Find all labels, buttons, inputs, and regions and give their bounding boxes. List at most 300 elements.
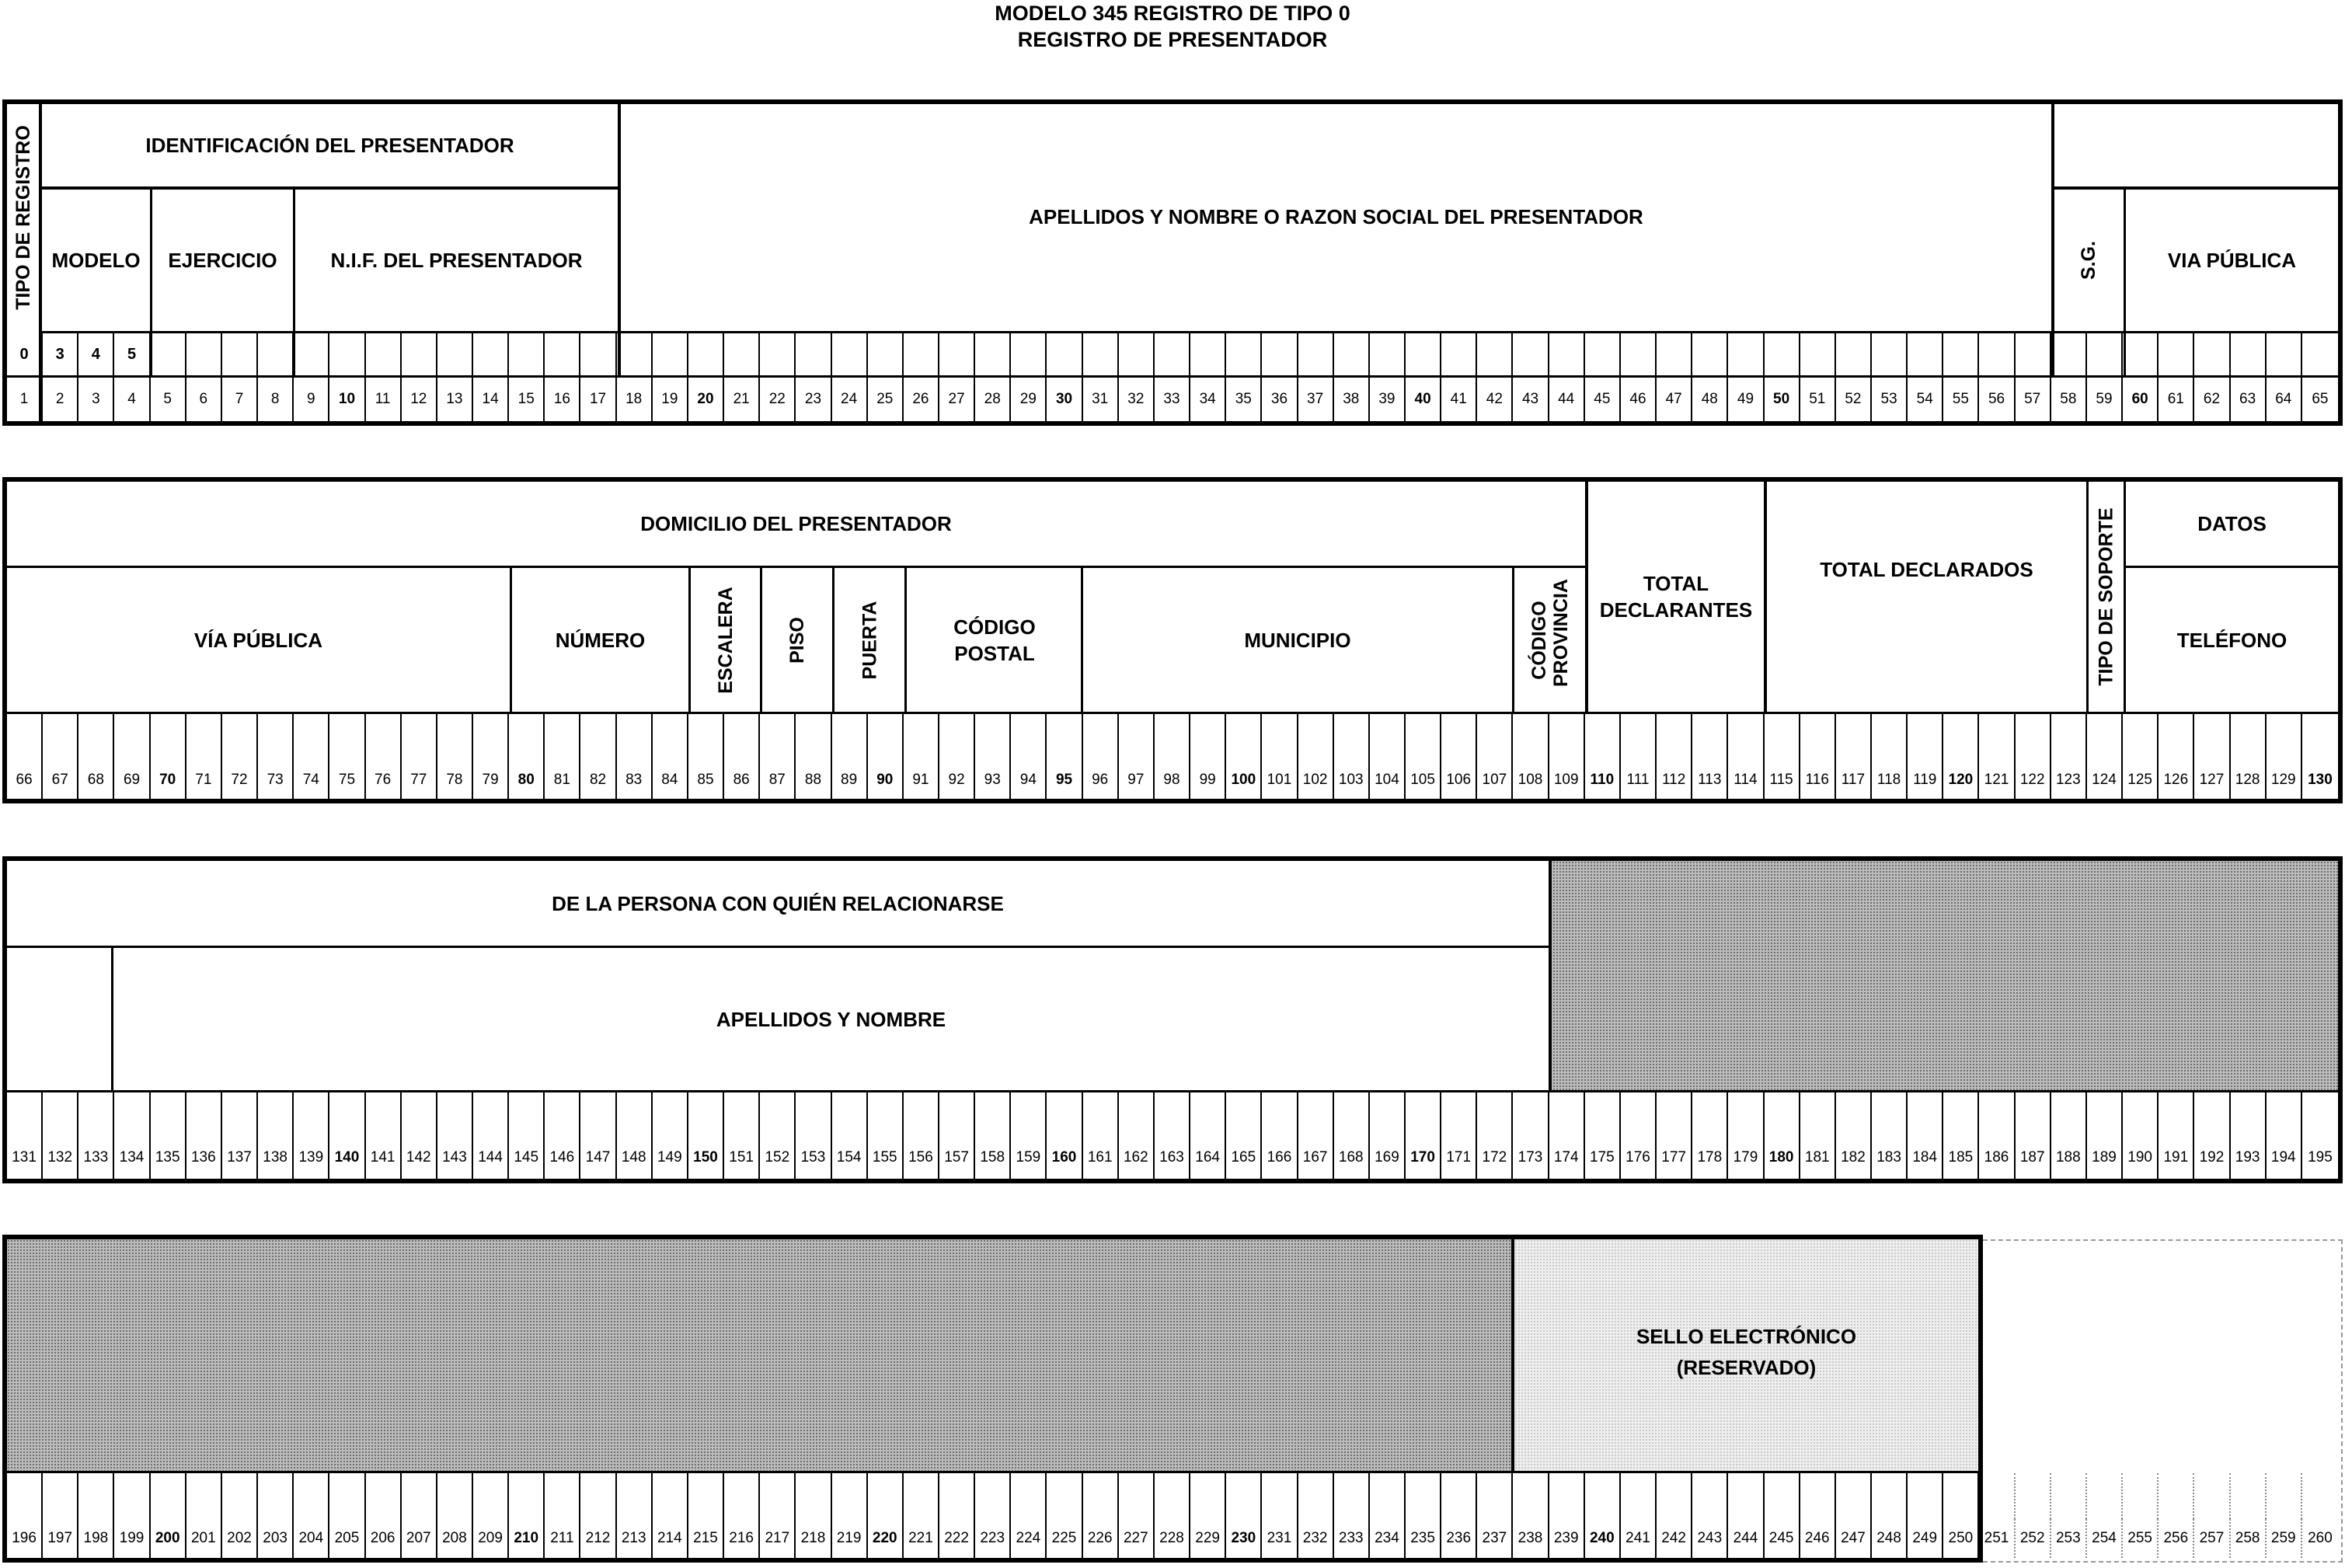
entry-cell-228 bbox=[1155, 1473, 1190, 1519]
position-cell-139: 139 bbox=[294, 1137, 329, 1179]
entry-cell-99 bbox=[1190, 714, 1226, 761]
entry-cell-155 bbox=[868, 1092, 904, 1137]
via-publica-2-label: VÍA PÚBLICA bbox=[193, 628, 323, 652]
position-cell-234: 234 bbox=[1370, 1519, 1406, 1558]
position-cell-117: 117 bbox=[1836, 761, 1872, 799]
position-cell-172: 172 bbox=[1477, 1137, 1513, 1179]
entry-cell-198 bbox=[78, 1473, 114, 1519]
entry-cell-217 bbox=[760, 1473, 796, 1519]
position-cell-216: 216 bbox=[724, 1519, 760, 1558]
entry-cell-251 bbox=[1979, 1473, 2015, 1519]
position-cell-99: 99 bbox=[1190, 761, 1226, 799]
entry-cell-260 bbox=[2302, 1473, 2338, 1519]
position-cell-11: 11 bbox=[366, 378, 402, 421]
position-cell-92: 92 bbox=[939, 761, 975, 799]
entry-cell-243 bbox=[1692, 1473, 1728, 1519]
position-cell-162: 162 bbox=[1119, 1137, 1155, 1179]
position-cell-129: 129 bbox=[2267, 761, 2302, 799]
entry-cell-89 bbox=[832, 714, 868, 761]
entry-cell-20 bbox=[688, 333, 724, 375]
position-cell-147: 147 bbox=[580, 1137, 616, 1179]
entry-cell-123 bbox=[2051, 714, 2087, 761]
position-cell-75: 75 bbox=[329, 761, 365, 799]
position-cell-203: 203 bbox=[258, 1519, 294, 1558]
position-cell-22: 22 bbox=[760, 378, 796, 421]
entry-cell-18 bbox=[617, 333, 653, 375]
position-cell-119: 119 bbox=[1908, 761, 1943, 799]
entry-cell-30 bbox=[1047, 333, 1082, 375]
position-cell-191: 191 bbox=[2159, 1137, 2194, 1179]
position-cell-107: 107 bbox=[1477, 761, 1513, 799]
position-cell-28: 28 bbox=[975, 378, 1011, 421]
entry-cell-81 bbox=[545, 714, 580, 761]
entry-cell-227 bbox=[1119, 1473, 1155, 1519]
position-cell-221: 221 bbox=[904, 1519, 939, 1558]
entry-cell-5 bbox=[151, 333, 186, 375]
entry-cell-27 bbox=[939, 333, 975, 375]
entry-cell-23 bbox=[796, 333, 831, 375]
entry-cell-62 bbox=[2194, 333, 2230, 375]
position-cell-53: 53 bbox=[1872, 378, 1908, 421]
position-cell-19: 19 bbox=[653, 378, 688, 421]
entry-cell-86 bbox=[724, 714, 760, 761]
entry-cell-244 bbox=[1728, 1473, 1764, 1519]
position-cell-39: 39 bbox=[1370, 378, 1406, 421]
position-cell-73: 73 bbox=[258, 761, 294, 799]
entry-cell-177 bbox=[1657, 1092, 1692, 1137]
position-cell-206: 206 bbox=[366, 1519, 402, 1558]
position-cell-102: 102 bbox=[1298, 761, 1334, 799]
position-cell-128: 128 bbox=[2231, 761, 2267, 799]
entry-cell-77 bbox=[402, 714, 437, 761]
position-cell-224: 224 bbox=[1011, 1519, 1047, 1558]
position-cell-177: 177 bbox=[1657, 1137, 1692, 1179]
position-cell-201: 201 bbox=[186, 1519, 222, 1558]
position-cell-260: 260 bbox=[2308, 1530, 2333, 1546]
position-cell-111: 111 bbox=[1621, 761, 1657, 799]
entry-cell-195 bbox=[2302, 1092, 2338, 1137]
position-cell-233: 233 bbox=[1334, 1519, 1370, 1558]
position-cell-83: 83 bbox=[617, 761, 653, 799]
entry-cell-199 bbox=[114, 1473, 150, 1519]
entry-cell-204 bbox=[294, 1473, 329, 1519]
entry-cell-52 bbox=[1836, 333, 1872, 375]
piso-label: PISO bbox=[786, 616, 808, 664]
position-cell-13: 13 bbox=[437, 378, 473, 421]
position-cell-182: 182 bbox=[1836, 1137, 1872, 1179]
entry-cell-148 bbox=[617, 1092, 653, 1137]
entry-cell-147 bbox=[580, 1092, 616, 1137]
entry-cell-59 bbox=[2087, 333, 2123, 375]
entry-cell-74 bbox=[294, 714, 329, 761]
entry-cell-6 bbox=[186, 333, 222, 375]
entry-cell-156 bbox=[904, 1092, 939, 1137]
entry-cell-96 bbox=[1083, 714, 1119, 761]
entry-cell-61 bbox=[2159, 333, 2194, 375]
entry-cell-38 bbox=[1334, 333, 1370, 375]
entry-cell-171 bbox=[1441, 1092, 1477, 1137]
position-cell-189: 189 bbox=[2087, 1137, 2123, 1179]
entry-cell-97 bbox=[1119, 714, 1155, 761]
position-cell-9: 9 bbox=[294, 378, 329, 421]
entry-cell-49 bbox=[1728, 333, 1764, 375]
position-cell-88: 88 bbox=[796, 761, 831, 799]
position-cell-62: 62 bbox=[2194, 378, 2230, 421]
entry-cell-126 bbox=[2159, 714, 2194, 761]
shaded-area-4 bbox=[7, 1239, 1511, 1471]
position-cell-21: 21 bbox=[724, 378, 760, 421]
entry-cell-133 bbox=[78, 1092, 114, 1137]
sg-label: S.G. bbox=[2078, 240, 2100, 280]
position-cell-1: 1 bbox=[7, 378, 43, 421]
entry-cell-11 bbox=[366, 333, 402, 375]
entry-cell-196 bbox=[7, 1473, 43, 1519]
entry-cell-1: 0 bbox=[7, 333, 43, 375]
position-cell-199: 199 bbox=[114, 1519, 150, 1558]
position-cell-164: 164 bbox=[1190, 1137, 1226, 1179]
puerta-label: PUERTA bbox=[859, 601, 880, 679]
entry-cell-184 bbox=[1908, 1092, 1943, 1137]
entry-cell-183 bbox=[1872, 1092, 1908, 1137]
position-cell-106: 106 bbox=[1441, 761, 1477, 799]
entry-cell-102 bbox=[1298, 714, 1334, 761]
entry-cell-118 bbox=[1872, 714, 1908, 761]
position-cell-213: 213 bbox=[617, 1519, 653, 1558]
entry-cell-191 bbox=[2159, 1092, 2194, 1137]
position-cell-89: 89 bbox=[832, 761, 868, 799]
position-cell-115: 115 bbox=[1765, 761, 1800, 799]
entry-cell-100 bbox=[1226, 714, 1262, 761]
entry-cell-235 bbox=[1406, 1473, 1441, 1519]
position-cell-85: 85 bbox=[688, 761, 724, 799]
position-cell-151: 151 bbox=[724, 1137, 760, 1179]
ejercicio-label: EJERCICIO bbox=[168, 249, 277, 272]
entry-cell-26 bbox=[904, 333, 939, 375]
entry-cell-158 bbox=[975, 1092, 1011, 1137]
entry-cell-206 bbox=[366, 1473, 402, 1519]
position-cell-77: 77 bbox=[402, 761, 437, 799]
position-cell-242: 242 bbox=[1657, 1519, 1692, 1558]
entry-cell-88 bbox=[796, 714, 831, 761]
entry-cell-129 bbox=[2267, 714, 2302, 761]
entry-cell-210 bbox=[509, 1473, 545, 1519]
entry-cell-141 bbox=[366, 1092, 402, 1137]
entry-cell-85 bbox=[688, 714, 724, 761]
position-cell-79: 79 bbox=[473, 761, 509, 799]
position-cell-127: 127 bbox=[2194, 761, 2230, 799]
position-cell-254: 254 bbox=[2087, 1519, 2123, 1558]
position-cell-247: 247 bbox=[1836, 1519, 1872, 1558]
identificacion-label: IDENTIFICACIÓN DEL PRESENTADOR bbox=[145, 134, 514, 157]
position-cell-132: 132 bbox=[43, 1137, 78, 1179]
position-cell-205: 205 bbox=[329, 1519, 365, 1558]
entry-cell-139 bbox=[294, 1092, 329, 1137]
entry-cell-25 bbox=[868, 333, 904, 375]
entry-cell-108 bbox=[1513, 714, 1549, 761]
entry-cell-92 bbox=[939, 714, 975, 761]
entry-cell-82 bbox=[580, 714, 616, 761]
position-cell-50: 50 bbox=[1765, 378, 1800, 421]
entry-cell-135 bbox=[151, 1092, 186, 1137]
position-cell-155: 155 bbox=[868, 1137, 904, 1179]
position-cell-226: 226 bbox=[1083, 1519, 1119, 1558]
position-cell-259: 259 bbox=[2267, 1519, 2302, 1558]
entry-cell-173 bbox=[1513, 1092, 1549, 1137]
entry-cell-128 bbox=[2231, 714, 2267, 761]
entry-cell-101 bbox=[1262, 714, 1298, 761]
position-cell-146: 146 bbox=[545, 1137, 580, 1179]
entry-cell-119 bbox=[1908, 714, 1943, 761]
entry-cell-93 bbox=[975, 714, 1011, 761]
persona-relacionarse-label: DE LA PERSONA CON QUIÉN RELACIONARSE bbox=[552, 891, 1004, 915]
position-cell-145: 145 bbox=[509, 1137, 545, 1179]
entry-cell-187 bbox=[2016, 1092, 2051, 1137]
position-cell-32: 32 bbox=[1119, 378, 1155, 421]
entry-cell-43 bbox=[1513, 333, 1549, 375]
entry-cell-220 bbox=[868, 1473, 904, 1519]
position-cell-179: 179 bbox=[1728, 1137, 1764, 1179]
position-cell-100: 100 bbox=[1226, 761, 1262, 799]
entry-cell-57 bbox=[2016, 333, 2051, 375]
position-cell-198: 198 bbox=[78, 1519, 114, 1558]
entry-cell-233 bbox=[1334, 1473, 1370, 1519]
entry-cell-80 bbox=[509, 714, 545, 761]
position-cell-3: 3 bbox=[78, 378, 114, 421]
entry-cell-202 bbox=[222, 1473, 258, 1519]
entry-cell-246 bbox=[1800, 1473, 1836, 1519]
position-cell-229: 229 bbox=[1190, 1519, 1226, 1558]
position-cell-46: 46 bbox=[1621, 378, 1657, 421]
entry-cell-157 bbox=[939, 1092, 975, 1137]
position-cell-170: 170 bbox=[1406, 1137, 1441, 1179]
entry-cell-182 bbox=[1836, 1092, 1872, 1137]
position-cell-152: 152 bbox=[760, 1137, 796, 1179]
sello-electronico-label: SELLO ELECTRÓNICO bbox=[1636, 1325, 1857, 1348]
entry-cell-208 bbox=[437, 1473, 473, 1519]
position-cell-125: 125 bbox=[2123, 761, 2159, 799]
entry-cell-168 bbox=[1334, 1092, 1370, 1137]
entry-cell-216 bbox=[724, 1473, 760, 1519]
entry-cell-12 bbox=[402, 333, 437, 375]
position-cell-133: 133 bbox=[78, 1137, 114, 1179]
position-cell-141: 141 bbox=[366, 1137, 402, 1179]
position-cell-153: 153 bbox=[796, 1137, 831, 1179]
entry-cell-105 bbox=[1406, 714, 1441, 761]
entry-cell-19 bbox=[653, 333, 688, 375]
entry-cell-113 bbox=[1692, 714, 1728, 761]
position-cell-57: 57 bbox=[2016, 378, 2051, 421]
entry-cell-222 bbox=[939, 1473, 975, 1519]
entry-cell-14 bbox=[473, 333, 509, 375]
position-cell-257: 257 bbox=[2194, 1519, 2230, 1558]
position-cell-112: 112 bbox=[1657, 761, 1692, 799]
entry-cell-44 bbox=[1549, 333, 1585, 375]
entry-cell-242 bbox=[1657, 1473, 1692, 1519]
position-cell-40: 40 bbox=[1406, 378, 1441, 421]
entry-cell-16 bbox=[545, 333, 580, 375]
position-cell-26: 26 bbox=[904, 378, 939, 421]
position-cell-235: 235 bbox=[1406, 1519, 1441, 1558]
position-cell-27: 27 bbox=[939, 378, 975, 421]
position-cell-200: 200 bbox=[151, 1519, 186, 1558]
entry-cell-24 bbox=[832, 333, 868, 375]
entry-cell-167 bbox=[1298, 1092, 1334, 1137]
entry-cell-153 bbox=[796, 1092, 831, 1137]
position-cell-214: 214 bbox=[653, 1519, 688, 1558]
entry-cell-132 bbox=[43, 1092, 78, 1137]
entry-cell-247 bbox=[1836, 1473, 1872, 1519]
position-cell-228: 228 bbox=[1155, 1519, 1190, 1558]
position-cell-154: 154 bbox=[832, 1137, 868, 1179]
entry-cell-124 bbox=[2087, 714, 2123, 761]
position-cell-78: 78 bbox=[437, 761, 473, 799]
position-cell-163: 163 bbox=[1155, 1137, 1190, 1179]
position-cell-195: 195 bbox=[2308, 1149, 2333, 1166]
entry-cell-241 bbox=[1621, 1473, 1657, 1519]
entry-cell-170 bbox=[1406, 1092, 1441, 1137]
entry-cell-31 bbox=[1083, 333, 1119, 375]
position-cell-72: 72 bbox=[222, 761, 258, 799]
position-cell-18: 18 bbox=[617, 378, 653, 421]
position-cell-60: 60 bbox=[2123, 378, 2159, 421]
position-cell-160: 160 bbox=[1047, 1137, 1082, 1179]
entry-cell-149 bbox=[653, 1092, 688, 1137]
entry-cell-15 bbox=[509, 333, 545, 375]
position-cell-169: 169 bbox=[1370, 1137, 1406, 1179]
position-cell-114: 114 bbox=[1728, 761, 1764, 799]
position-cell-246: 246 bbox=[1800, 1519, 1836, 1558]
entry-cell-94 bbox=[1011, 714, 1047, 761]
codigo-provincia-label: CÓDIGO PROVINCIA bbox=[1528, 578, 1572, 687]
entry-cell-13 bbox=[437, 333, 473, 375]
entry-cell-145 bbox=[509, 1092, 545, 1137]
entry-cell-230 bbox=[1226, 1473, 1262, 1519]
position-cell-136: 136 bbox=[186, 1137, 222, 1179]
position-cell-120: 120 bbox=[1943, 761, 1979, 799]
entry-cell-140 bbox=[329, 1092, 365, 1137]
position-cell-138: 138 bbox=[258, 1137, 294, 1179]
entry-cell-185 bbox=[1943, 1092, 1979, 1137]
entry-cell-120 bbox=[1943, 714, 1979, 761]
codigo-postal-label: CÓDIGO POSTAL bbox=[953, 615, 1036, 665]
position-cell-231: 231 bbox=[1262, 1519, 1298, 1558]
entry-cell-225 bbox=[1047, 1473, 1082, 1519]
entry-cell-46 bbox=[1621, 333, 1657, 375]
entry-cell-188 bbox=[2051, 1092, 2087, 1137]
position-cell-207: 207 bbox=[402, 1519, 437, 1558]
entry-cell-176 bbox=[1621, 1092, 1657, 1137]
position-cell-251: 251 bbox=[1979, 1519, 2015, 1558]
entry-cell-29 bbox=[1011, 333, 1047, 375]
position-cell-38: 38 bbox=[1334, 378, 1370, 421]
via-publica-label: VIA PÚBLICA bbox=[2167, 249, 2297, 272]
entry-cell-134 bbox=[114, 1092, 150, 1137]
entry-cell-64 bbox=[2267, 333, 2302, 375]
position-cell-47: 47 bbox=[1657, 378, 1692, 421]
position-cell-56: 56 bbox=[1979, 378, 2015, 421]
position-cell-61: 61 bbox=[2159, 378, 2194, 421]
position-cell-124: 124 bbox=[2087, 761, 2123, 799]
position-cell-176: 176 bbox=[1621, 1137, 1657, 1179]
entry-cell-189 bbox=[2087, 1092, 2123, 1137]
position-cell-12: 12 bbox=[402, 378, 437, 421]
position-cell-55: 55 bbox=[1943, 378, 1979, 421]
entry-cell-213 bbox=[617, 1473, 653, 1519]
position-cell-86: 86 bbox=[724, 761, 760, 799]
entry-cell-39 bbox=[1370, 333, 1406, 375]
position-cell-43: 43 bbox=[1513, 378, 1549, 421]
position-cell-238: 238 bbox=[1513, 1519, 1549, 1558]
entry-cell-48 bbox=[1692, 333, 1728, 375]
entry-cell-9 bbox=[294, 333, 329, 375]
entry-cell-253 bbox=[2051, 1473, 2087, 1519]
position-cell-65: 65 bbox=[2312, 391, 2329, 407]
entry-cell-60 bbox=[2123, 333, 2159, 375]
entry-cell-117 bbox=[1836, 714, 1872, 761]
entry-cell-127 bbox=[2194, 714, 2230, 761]
entry-cell-104 bbox=[1370, 714, 1406, 761]
position-cell-20: 20 bbox=[688, 378, 724, 421]
entry-cell-75 bbox=[329, 714, 365, 761]
entry-cell-197 bbox=[43, 1473, 78, 1519]
entry-cell-214 bbox=[653, 1473, 688, 1519]
position-cell-223: 223 bbox=[975, 1519, 1011, 1558]
entry-cell-73 bbox=[258, 714, 294, 761]
position-cell-180: 180 bbox=[1765, 1137, 1800, 1179]
position-cell-68: 68 bbox=[78, 761, 114, 799]
position-cell-194: 194 bbox=[2267, 1137, 2302, 1179]
entry-cell-236 bbox=[1441, 1473, 1477, 1519]
entry-cell-239 bbox=[1549, 1473, 1585, 1519]
position-cell-135: 135 bbox=[151, 1137, 186, 1179]
position-cell-49: 49 bbox=[1728, 378, 1764, 421]
position-cell-7: 7 bbox=[222, 378, 258, 421]
position-cell-197: 197 bbox=[43, 1519, 78, 1558]
entry-cell-103 bbox=[1334, 714, 1370, 761]
position-cell-217: 217 bbox=[760, 1519, 796, 1558]
position-cell-71: 71 bbox=[186, 761, 222, 799]
position-cell-187: 187 bbox=[2016, 1137, 2051, 1179]
position-cell-208: 208 bbox=[437, 1519, 473, 1558]
entry-cell-234 bbox=[1370, 1473, 1406, 1519]
entry-cell-180 bbox=[1765, 1092, 1800, 1137]
nif-label: N.I.F. DEL PRESENTADOR bbox=[330, 249, 583, 272]
entry-cell-143 bbox=[437, 1092, 473, 1137]
position-cell-255: 255 bbox=[2123, 1519, 2159, 1558]
entry-cell-55 bbox=[1943, 333, 1979, 375]
position-cell-183: 183 bbox=[1872, 1137, 1908, 1179]
entry-cell-2: 3 bbox=[43, 333, 78, 375]
entry-cell-54 bbox=[1908, 333, 1943, 375]
entry-cell-257 bbox=[2194, 1473, 2230, 1519]
position-cell-159: 159 bbox=[1011, 1137, 1047, 1179]
entry-cell-142 bbox=[402, 1092, 437, 1137]
position-cell-41: 41 bbox=[1441, 378, 1477, 421]
position-cell-44: 44 bbox=[1549, 378, 1585, 421]
position-cell-58: 58 bbox=[2051, 378, 2087, 421]
domicilio-label: DOMICILIO DEL PRESENTADOR bbox=[640, 512, 952, 535]
entry-cell-51 bbox=[1800, 333, 1836, 375]
position-cell-137: 137 bbox=[222, 1137, 258, 1179]
entry-cell-160 bbox=[1047, 1092, 1082, 1137]
position-cell-25: 25 bbox=[868, 378, 904, 421]
position-cell-149: 149 bbox=[653, 1137, 688, 1179]
entry-cell-10 bbox=[329, 333, 365, 375]
position-cell-222: 222 bbox=[939, 1519, 975, 1558]
position-cell-103: 103 bbox=[1334, 761, 1370, 799]
position-cell-34: 34 bbox=[1190, 378, 1226, 421]
position-cell-81: 81 bbox=[545, 761, 580, 799]
